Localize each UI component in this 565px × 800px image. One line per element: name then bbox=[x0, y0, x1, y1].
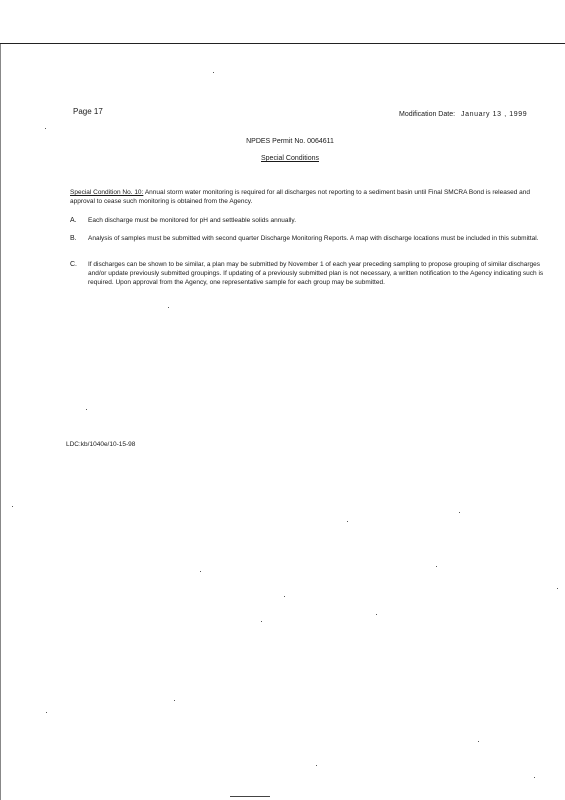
item-letter: A. bbox=[70, 217, 77, 224]
scan-bottom-mark bbox=[230, 796, 270, 797]
item-text: If discharges can be shown to be similar, a plan may be submitted by November 1 of each year preceding sampling to propose grouping of similar discharges and/or update previously submitted groupings. If updating of a previously submitted plan is not necessary, a written notification to the Agency indicating such is required. Upon approval from the Agency, one representative sample for each group may be submitted. bbox=[88, 261, 544, 286]
scan-speck bbox=[436, 566, 437, 567]
scan-speck bbox=[200, 571, 201, 572]
page-number: Page 17 bbox=[73, 107, 103, 116]
scan-speck bbox=[45, 128, 46, 129]
scan-speck bbox=[12, 506, 13, 507]
modification-date-value: January 13 , 1999 bbox=[461, 111, 528, 118]
special-condition-text: Annual storm water monitoring is required for all discharges not reporting to a sediment basin until Final SMCRA Bond is released and approval to cease such monitoring is obtained from the Agency. bbox=[70, 189, 530, 205]
scan-speck bbox=[347, 521, 348, 522]
modification-date bbox=[399, 111, 527, 118]
item-text: Each discharge must be monitored for pH and settleable solids annually. bbox=[88, 217, 296, 224]
scan-speck bbox=[557, 588, 558, 589]
scan-speck bbox=[478, 741, 479, 742]
special-condition-paragraph bbox=[70, 188, 550, 206]
scan-speck bbox=[459, 512, 460, 513]
condition-item-c bbox=[70, 260, 550, 287]
scan-speck bbox=[46, 712, 47, 713]
scan-speck bbox=[86, 409, 87, 410]
item-letter: C. bbox=[70, 261, 77, 268]
scan-speck bbox=[174, 700, 175, 701]
scan-speck bbox=[376, 614, 377, 615]
item-letter: B. bbox=[70, 235, 77, 242]
condition-item-b bbox=[70, 234, 550, 243]
scan-speck bbox=[316, 765, 317, 766]
condition-item-a bbox=[70, 216, 550, 225]
permit-number: NPDES Permit No. 0064611 bbox=[246, 138, 334, 145]
modification-date-label: Modification Date: bbox=[399, 111, 456, 118]
file-reference: LDC:kb/1040e/10-15-98 bbox=[66, 441, 136, 448]
scan-speck bbox=[168, 307, 169, 308]
scan-speck bbox=[284, 596, 285, 597]
scan-speck bbox=[213, 72, 214, 73]
item-text: Analysis of samples must be submitted with second quarter Discharge Monitoring Reports. A map with discharge locations must be included in this submittal. bbox=[88, 235, 539, 242]
scan-speck bbox=[261, 621, 262, 622]
scan-speck bbox=[534, 777, 535, 778]
scan-top-border bbox=[0, 43, 565, 44]
special-condition-label: Special Condition No. 10: bbox=[70, 189, 144, 196]
section-title: Special Conditions bbox=[261, 155, 319, 162]
